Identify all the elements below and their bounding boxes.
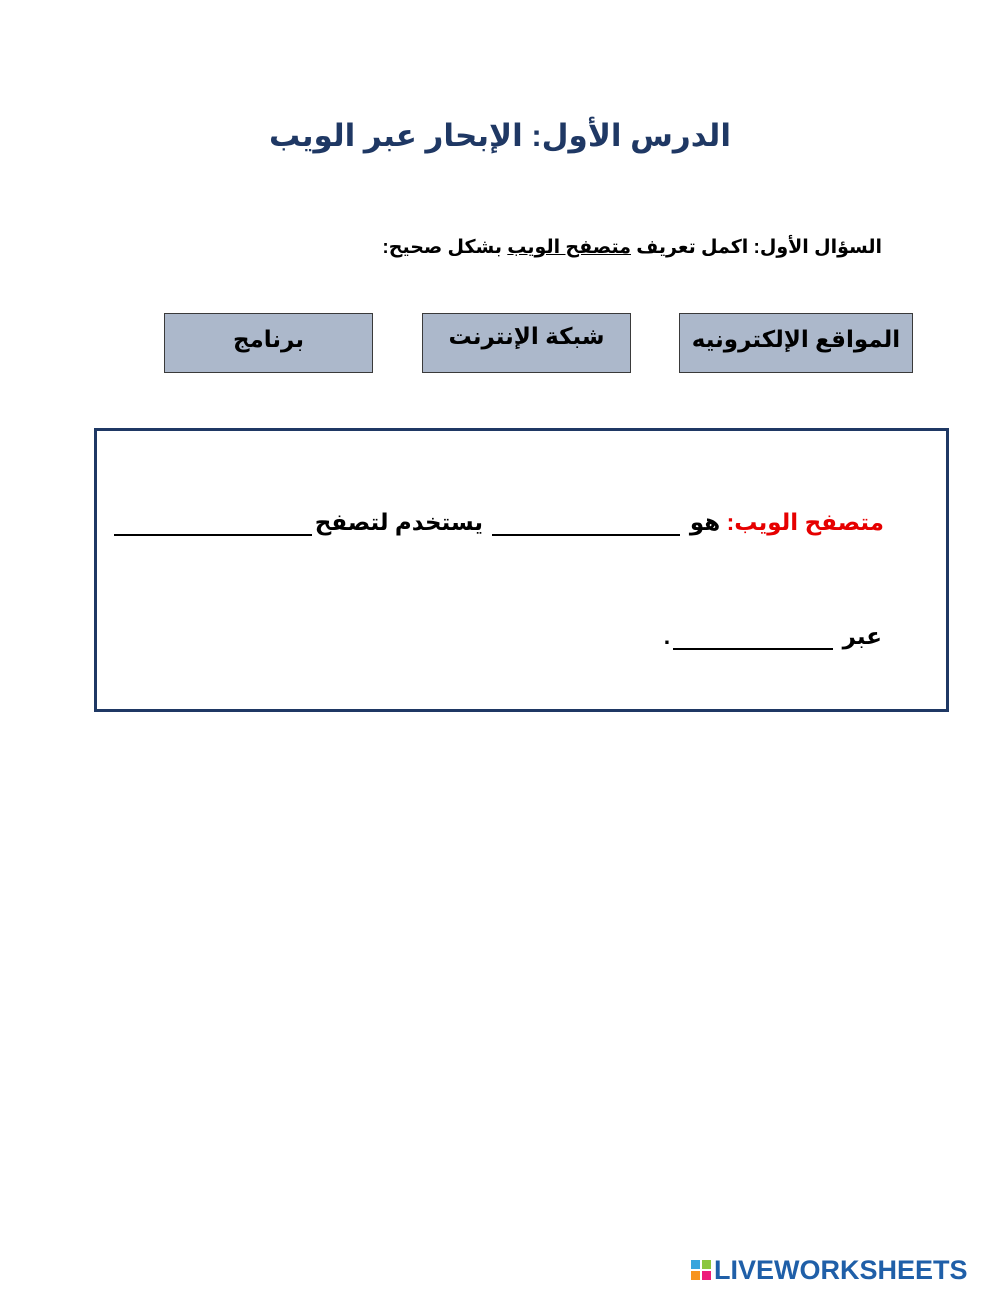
- logo-mark-icon: [691, 1260, 711, 1280]
- definition-line-2: [664, 620, 882, 650]
- word-via: عبر: [842, 623, 882, 649]
- word-chip-program[interactable]: برنامج: [164, 313, 373, 373]
- word-chip-internet[interactable]: شبكة الإنترنت: [422, 313, 631, 373]
- drop-blank-1[interactable]: [492, 506, 680, 536]
- liveworksheets-logo[interactable]: [691, 1254, 968, 1285]
- definition-mid-text: يستخدم لتصفح: [314, 509, 484, 535]
- lesson-title: الدرس الأول: الإبحار عبر الويب: [269, 118, 731, 153]
- question-prompt: [382, 236, 882, 259]
- drop-blank-2[interactable]: [114, 506, 312, 536]
- word-is: هو: [689, 509, 721, 535]
- question-prefix: السؤال الأول: اكمل تعريف: [631, 237, 882, 258]
- question-suffix: بشكل صحيح:: [382, 237, 508, 258]
- question-underlined-term: متصفح الويب: [507, 237, 631, 258]
- answer-box: [94, 428, 949, 712]
- definition-line-1: [111, 506, 884, 536]
- drop-blank-3[interactable]: [673, 620, 833, 650]
- logo-text: LIVEWORKSHEETS: [714, 1254, 968, 1285]
- end-mark: .: [663, 623, 671, 649]
- definition-term: متصفح الويب:: [726, 509, 884, 535]
- word-chip-websites[interactable]: المواقع الإلكترونيه: [679, 313, 913, 373]
